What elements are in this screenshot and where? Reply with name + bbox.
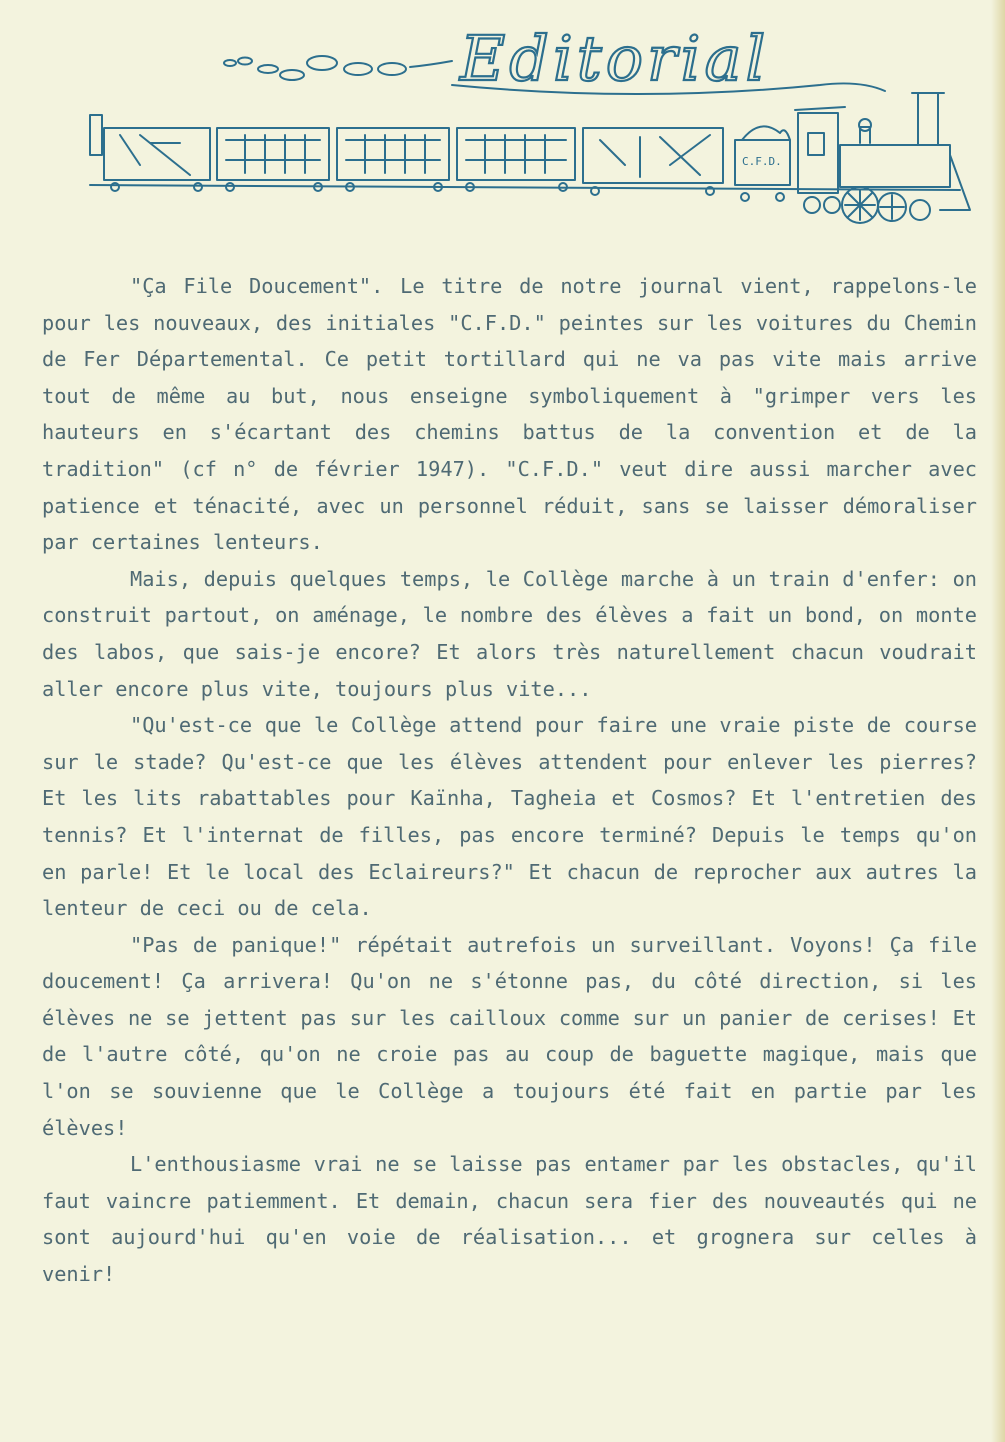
editorial-masthead	[80, 25, 980, 235]
editorial-paragraph-4: "Pas de panique!" répétait autrefois un surveillant. Voyons! Ça file doucement! Ça arrivera! Qu'on ne s'étonne pas, du côté direction, si les élèves ne se jettent pas sur les cailloux comme sur un panier de cerises! Et de l'autre côté, qu'on ne croie pas au coup de baguette magique, mais que l'on se souvienne que le Collège a toujours été fait en partie par les élèves!	[42, 932, 977, 1140]
editorial-text	[42, 268, 977, 1293]
masthead-title: Editorial	[460, 25, 770, 95]
editorial-paragraph-5: L'enthousiasme vrai ne se laisse pas entamer par les obstacles, qu'il faut vaincre patiemment. Et demain, chacun sera fier des nouveautés qui ne sont aujourd'hui qu'en voie de réalisation... et grognera sur celles à venir!	[42, 1152, 977, 1287]
editorial-paragraph-1: "Ça File Doucement". Le titre de notre journal vient, rappelons-le pour les nouveaux, des initiales "C.F.D." peintes sur les voitures du Chemin de Fer Départemental. Ce petit tortillard qui ne va pas vite mais arrive tout de même au but, nous enseigne symboliquement à "grimper vers les hauteurs en s'écartant des chemins battus de la convention et de la tradition" (cf n° de février 1947). "C.F.D." veut dire aussi marcher avec patience et ténacité, avec un personnel réduit, sans se laisser démoraliser par certaines lenteurs.	[42, 274, 977, 555]
engine-cfd-label: C.F.D.	[742, 155, 782, 168]
page-edge-shadow	[991, 0, 1005, 1442]
train-illustration	[80, 25, 980, 235]
editorial-paragraph-2: Mais, depuis quelques temps, le Collège marche à un train d'enfer: on construit partout, on aménage, le nombre des élèves a fait un bond, on monte des labos, que sais-je encore? Et alors très naturellement chacun voudrait aller encore plus vite, toujours plus vite...	[42, 566, 977, 701]
editorial-paragraph-3: "Qu'est-ce que le Collège attend pour faire une vraie piste de course sur le stade? Qu'est-ce que les élèves attendent pour enlever les pierres? Et les lits rabattables pour Kaïnha, Tagheia et Cosmos? Et l'entretien des tennis? Et l'internat de filles, pas encore terminé? Depuis le temps qu'on en parle! Et le local des Eclaireurs?" Et chacun de reprocher aux autres la lenteur de ceci ou de cela.	[42, 713, 977, 921]
